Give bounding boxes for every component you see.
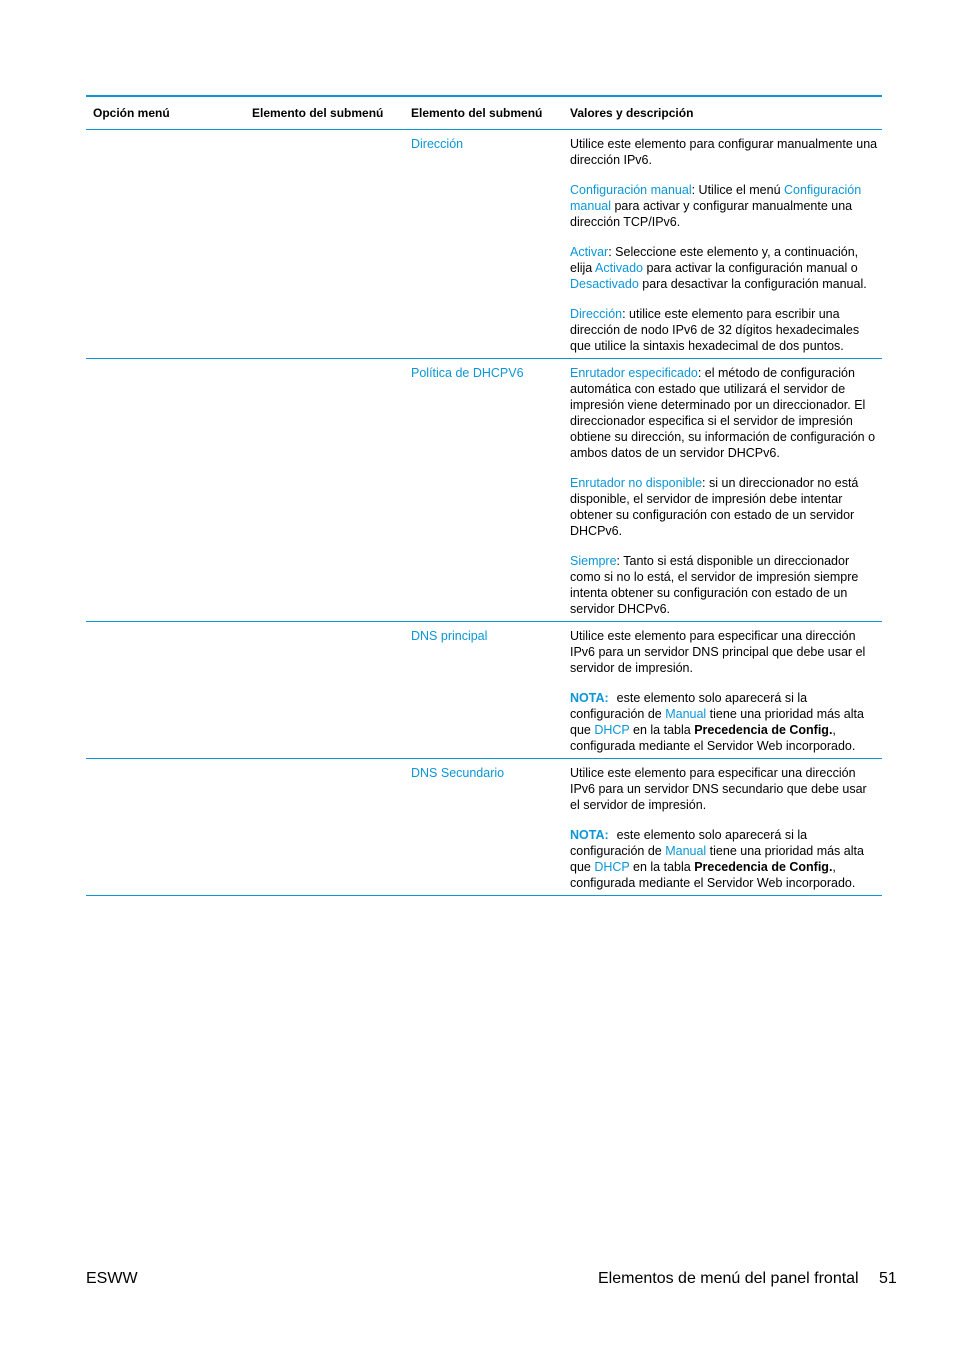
header-valores-descripcion: Valores y descripción bbox=[570, 106, 694, 120]
table-row bbox=[86, 759, 882, 896]
table-row bbox=[86, 359, 882, 622]
table-reference: Precedencia de Config. bbox=[694, 860, 833, 874]
submenu-item-direccion: Dirección bbox=[411, 137, 464, 151]
table-header bbox=[86, 97, 882, 130]
menu-reference: Dirección bbox=[570, 307, 623, 321]
menu-reference: DHCP bbox=[594, 723, 630, 737]
description-paragraph: Siempre: Tanto si está disponible un direccionador como si no lo está, el servidor de impresión siempre intenta obtener su configuración con estado de un servidor DHCPv6. bbox=[570, 554, 859, 616]
header-elemento-submenu-1: Elemento del submenú bbox=[252, 106, 384, 120]
submenu-item-dns-secundario: DNS Secundario bbox=[411, 766, 505, 780]
note-label: NOTA: bbox=[570, 828, 609, 842]
description-paragraph: Enrutador especificado: el método de configuración automática con estado que utilizará el servidor de impresión viene determinado por un direccionador. El direccionador especifica si el servidor de impresión obtiene su dirección, su información de configuración o ambos datos de un servidor DHCPv6. bbox=[570, 366, 876, 460]
menu-reference: Enrutador especificado bbox=[570, 366, 698, 380]
description-paragraph: Enrutador no disponible: si un direccionador no está disponible, el servidor de impresión debe intentar obtener su configuración con estado de un servidor DHCPv6. bbox=[570, 476, 859, 538]
footer-locale: ESWW bbox=[86, 1270, 138, 1287]
page-number: 51 bbox=[879, 1270, 897, 1287]
description-paragraph: Utilice este elemento para especificar una dirección IPv6 para un servidor DNS principal que debe usar el servidor de impresión. bbox=[570, 629, 866, 675]
description-paragraph: Activar: Seleccione este elemento y, a continuación, elija Activado para activar la configuración manual o Desactivado para desactivar la configuración manual. bbox=[570, 245, 867, 291]
submenu-item-politica-dhcpv6: Política de DHCPV6 bbox=[411, 366, 524, 380]
menu-reference: Enrutador no disponible bbox=[570, 476, 703, 490]
submenu-item-dns-principal: DNS principal bbox=[411, 629, 488, 643]
row-description bbox=[570, 759, 878, 895]
menu-reference: Manual bbox=[665, 707, 707, 721]
description-paragraph: Dirección: utilice este elemento para escribir una dirección de nodo IPv6 de 32 dígitos hexadecimales que utilice la sintaxis hexadecimal de dos puntos. bbox=[570, 307, 860, 353]
menu-reference: Configuración manual bbox=[570, 183, 692, 197]
menu-reference: Siempre bbox=[570, 554, 617, 568]
table-row bbox=[86, 622, 882, 759]
menu-reference: Activado bbox=[595, 261, 643, 275]
description-paragraph: Configuración manual: Utilice el menú Configuración manual para activar y configurar manualmente una dirección TCP/IPv6. bbox=[570, 183, 862, 229]
header-opcion-menu: Opción menú bbox=[93, 106, 170, 120]
table-row bbox=[86, 130, 882, 359]
menu-reference: Manual bbox=[665, 844, 707, 858]
description-paragraph: Utilice este elemento para especificar una dirección IPv6 para un servidor DNS secundario que debe usar el servidor de impresión. bbox=[570, 766, 867, 812]
row-description bbox=[570, 622, 878, 758]
header-elemento-submenu-2: Elemento del submenú bbox=[411, 106, 543, 120]
footer-section-title: Elementos de menú del panel frontal bbox=[598, 1270, 859, 1287]
menu-reference: Desactivado bbox=[570, 277, 639, 291]
menu-reference: DHCP bbox=[594, 860, 630, 874]
note-label: NOTA: bbox=[570, 691, 609, 705]
row-description bbox=[570, 130, 878, 358]
menu-reference: Activar bbox=[570, 245, 609, 259]
table-reference: Precedencia de Config. bbox=[694, 723, 833, 737]
description-paragraph: Utilice este elemento para configurar manualmente una dirección IPv6. bbox=[570, 137, 878, 167]
note-paragraph: NOTA: este elemento solo aparecerá si la configuración de Manual tiene una prioridad más alta que DHCP en la tabla Precedencia de Config., configurada mediante el Servidor Web incorporado. bbox=[570, 691, 864, 753]
note-paragraph: NOTA: este elemento solo aparecerá si la configuración de Manual tiene una prioridad más alta que DHCP en la tabla Precedencia de Config., configurada mediante el Servidor Web incorporado. bbox=[570, 828, 864, 890]
row-description bbox=[570, 359, 878, 621]
menu-table bbox=[86, 95, 882, 896]
menu-reference: Configuración manual bbox=[570, 183, 862, 213]
